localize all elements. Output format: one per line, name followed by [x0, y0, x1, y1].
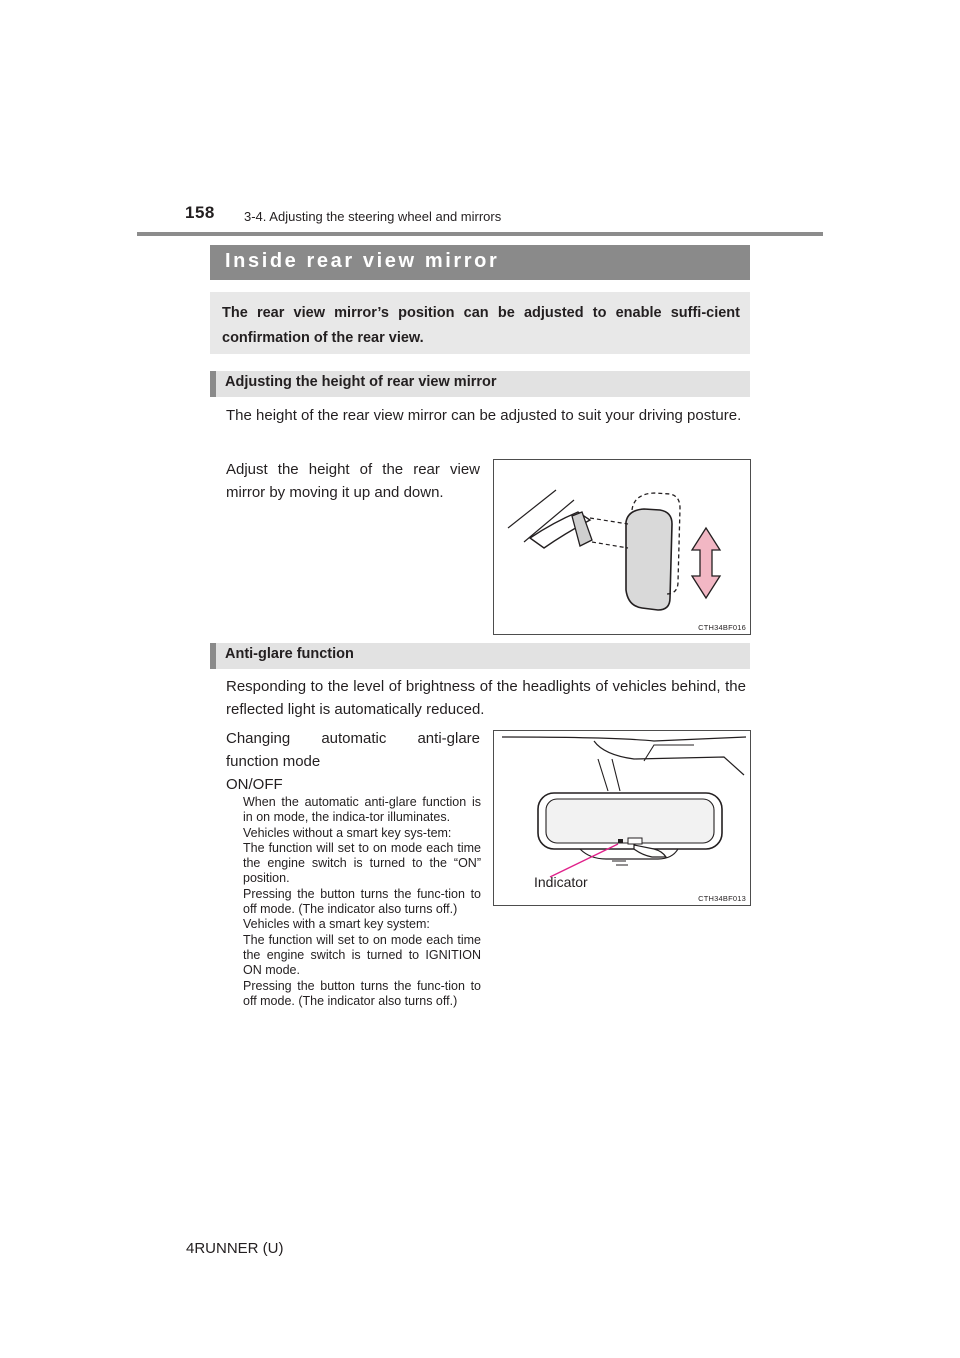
anti-glare-mode-line3: ON/OFF	[226, 776, 283, 793]
figure-code-height: CTH34BF016	[698, 623, 746, 632]
anti-glare-figure	[493, 730, 751, 906]
note-line: Vehicles without a smart key sys-tem:	[243, 825, 452, 840]
note-line: The function will set to on mode each time the engine switch is turned to IGNITION ON mode.	[243, 932, 481, 978]
anti-glare-body: Responding to the level of brightness of the headlights of vehicles behind, the reflected light is automatically reduced.	[226, 678, 746, 718]
anti-glare-mode-line2: function mode	[226, 753, 321, 770]
note-line: Vehicles with a smart key system:	[243, 917, 430, 932]
subhead-height-adjust: Adjusting the height of rear view mirror	[210, 371, 750, 397]
header-rule	[137, 232, 823, 236]
indicator-label: Indicator	[534, 874, 588, 890]
anti-glare-mode-line1: Changing automatic anti-glare	[226, 730, 480, 747]
subhead-anti-glare: Anti-glare function	[210, 643, 750, 669]
note-line: Pressing the button turns the func-tion to off mode. (The indicator also turns off.)	[243, 978, 481, 1008]
mirror-height-illustration	[494, 460, 750, 634]
running-head: 3-4. Adjusting the steering wheel and mirrors	[244, 209, 502, 224]
section-title: Inside rear view mirror	[210, 245, 750, 280]
intro-box: The rear view mirror’s position can be adjusted to enable suffi-cient confirmation of the rear view.	[210, 292, 750, 354]
anti-glare-note	[243, 795, 481, 1009]
note-line: When the automatic anti-glare function is in on mode, the indica-tor illuminates.	[243, 795, 481, 825]
footer-model: 4RUNNER (U)	[186, 1240, 284, 1257]
anti-glare-illustration	[494, 731, 750, 905]
mirror-height-figure	[493, 459, 751, 635]
height-adjust-body: The height of the rear view mirror can be adjusted to suit your driving posture.	[226, 407, 742, 424]
page-number: 158	[185, 203, 215, 222]
height-adjust-instruction: Adjust the height of the rear view mirror by moving it up and down.	[226, 461, 480, 501]
note-line: Pressing the button turns the func-tion to off mode. (The indicator also turns off.)	[243, 886, 481, 917]
figure-code-anti-glare: CTH34BF013	[698, 894, 746, 903]
note-line: The function will set to on mode each time the engine switch is turned to the “ON” position.	[243, 840, 481, 886]
